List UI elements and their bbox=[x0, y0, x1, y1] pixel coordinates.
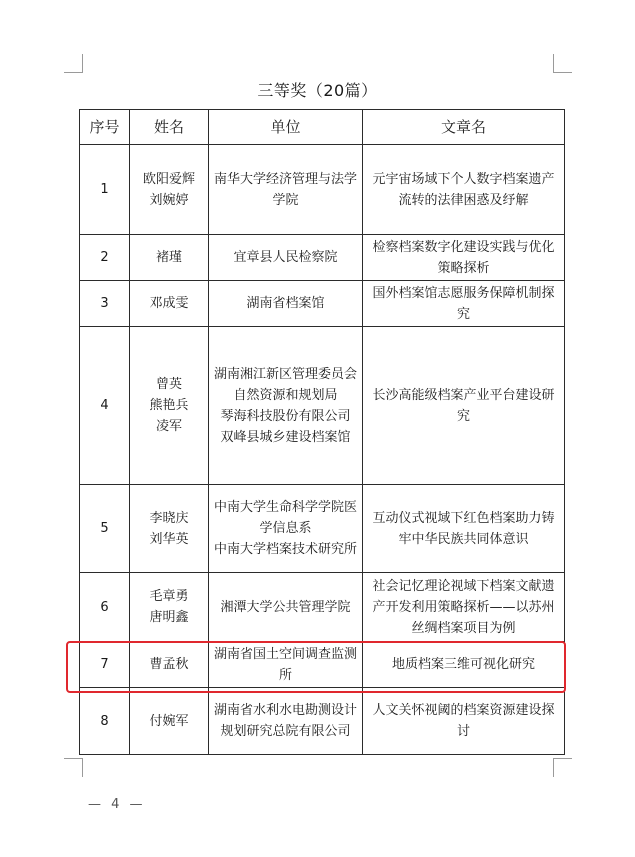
unit-name: 湖南省国土空间调查监测所 bbox=[213, 646, 357, 683]
author-name: 毛章勇 bbox=[149, 589, 189, 604]
author-names bbox=[130, 327, 209, 485]
article-title: 社会记忆理论视域下档案文献遗产开发利用策略探析——以苏州丝绸档案项目为例 bbox=[363, 573, 565, 642]
table-header-row bbox=[80, 110, 565, 145]
unit-cell bbox=[209, 235, 363, 281]
header-article: 文章名 bbox=[363, 110, 565, 145]
author-name: 熊艳兵 bbox=[149, 398, 189, 413]
table-row bbox=[80, 573, 565, 642]
crop-mark-top-left bbox=[64, 54, 83, 73]
unit-name: 宜章县人民检察院 bbox=[233, 250, 338, 265]
row-number: 2 bbox=[80, 235, 130, 281]
unit-cell bbox=[209, 281, 363, 327]
author-names bbox=[130, 688, 209, 755]
author-names bbox=[130, 145, 209, 235]
author-name: 曾英 bbox=[155, 377, 182, 392]
unit-name: 湖南省档案馆 bbox=[246, 296, 325, 311]
header-unit: 单位 bbox=[209, 110, 363, 145]
unit-cell bbox=[209, 485, 363, 573]
author-names bbox=[130, 573, 209, 642]
article-title: 人文关怀视阈的档案资源建设探讨 bbox=[363, 688, 565, 755]
table-row bbox=[80, 688, 565, 755]
article-title: 检察档案数字化建设实践与优化策略探析 bbox=[363, 235, 565, 281]
unit-cell bbox=[209, 688, 363, 755]
author-names bbox=[130, 281, 209, 327]
unit-name: 湖南省水利水电勘测设计规划研究总院有限公司 bbox=[213, 703, 357, 739]
author-names bbox=[130, 485, 209, 573]
table-row bbox=[80, 485, 565, 573]
crop-mark-top-right bbox=[553, 54, 572, 73]
author-name: 付婉军 bbox=[149, 713, 189, 729]
unit-name: 湖南湘江新区管理委员会自然资源和规划局 bbox=[213, 366, 357, 403]
row-number: 1 bbox=[80, 145, 130, 235]
author-names bbox=[130, 235, 209, 281]
row-number: 4 bbox=[80, 327, 130, 485]
page-number: — 4 — bbox=[88, 797, 146, 812]
author-name: 唐明鑫 bbox=[149, 610, 189, 625]
unit-name: 琴海科技股份有限公司 bbox=[220, 408, 351, 424]
row-number: 5 bbox=[80, 485, 130, 573]
article-title: 国外档案馆志愿服务保障机制探究 bbox=[363, 281, 565, 327]
article-title: 元宇宙场域下个人数字档案遗产流转的法律困惑及纾解 bbox=[363, 145, 565, 235]
unit-cell bbox=[209, 327, 363, 485]
author-name: 褚瑾 bbox=[155, 250, 182, 265]
header-name: 姓名 bbox=[130, 110, 209, 145]
crop-mark-bottom-left bbox=[64, 758, 83, 777]
unit-name: 湘潭大学公共管理学院 bbox=[220, 599, 351, 615]
article-title: 长沙高能级档案产业平台建设研究 bbox=[363, 327, 565, 485]
section-title: 三等奖（20篇） bbox=[257, 81, 378, 100]
row-number: 7 bbox=[80, 642, 130, 688]
author-name: 凌军 bbox=[155, 419, 182, 434]
row-number: 6 bbox=[80, 573, 130, 642]
unit-name: 双峰县城乡建设档案馆 bbox=[220, 429, 351, 445]
unit-name: 中南大学生命科学学院医学信息系 bbox=[213, 500, 357, 536]
author-name: 欧阳爱辉 bbox=[142, 171, 195, 187]
table-row bbox=[80, 235, 565, 281]
author-name: 曹孟秋 bbox=[149, 657, 189, 672]
author-name: 刘华英 bbox=[149, 531, 189, 547]
crop-mark-bottom-right bbox=[553, 758, 572, 777]
row-number: 3 bbox=[80, 281, 130, 327]
row-number: 8 bbox=[80, 688, 130, 755]
table-row bbox=[80, 281, 565, 327]
highlight-box bbox=[66, 641, 566, 693]
author-name: 刘婉婷 bbox=[149, 192, 189, 208]
unit-name: 南华大学经济管理与法学学院 bbox=[213, 171, 357, 208]
article-title: 互动仪式视域下红色档案助力铸牢中华民族共同体意识 bbox=[363, 485, 565, 573]
table-row bbox=[80, 145, 565, 235]
unit-name: 中南大学档案技术研究所 bbox=[213, 542, 357, 557]
author-name: 李晓庆 bbox=[149, 510, 189, 526]
author-name: 邓成雯 bbox=[149, 296, 189, 311]
unit-cell bbox=[209, 145, 363, 235]
table-row bbox=[80, 327, 565, 485]
article-title: 地质档案三维可视化研究 bbox=[363, 642, 565, 688]
unit-cell bbox=[209, 573, 363, 642]
header-no: 序号 bbox=[80, 110, 130, 145]
